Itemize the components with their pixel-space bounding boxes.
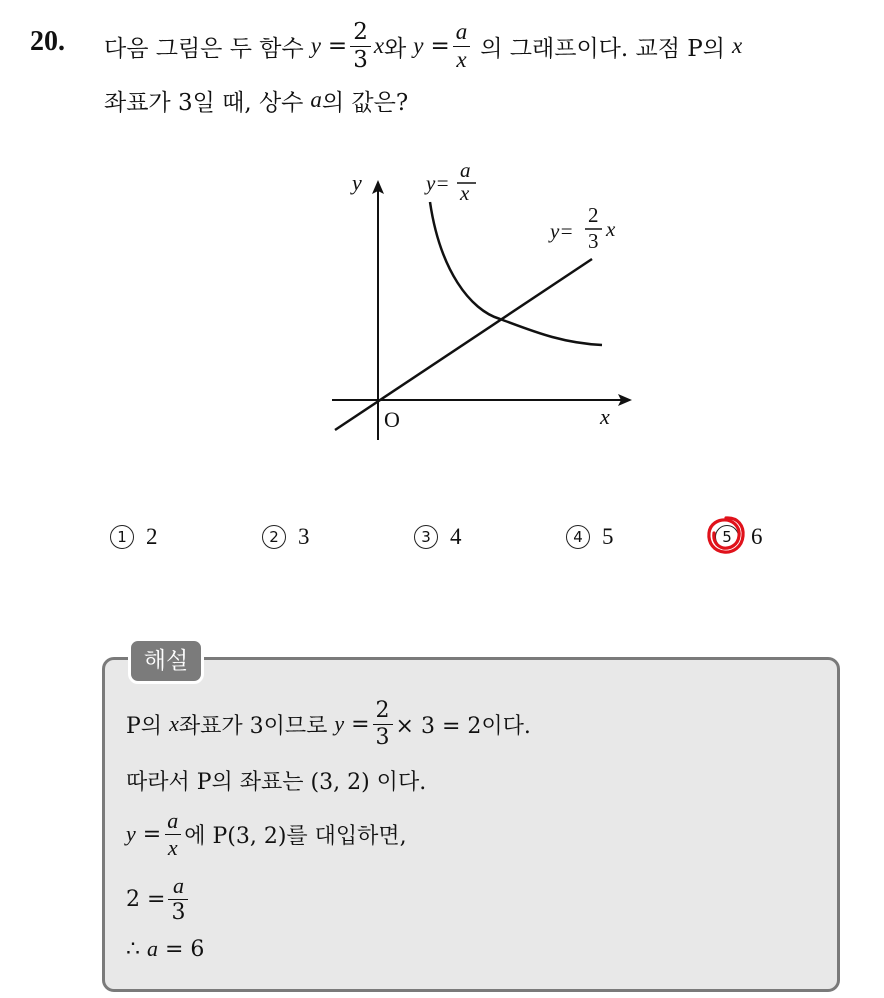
choice-value: 5 [602,524,614,549]
equals-sign: = [351,711,370,737]
choice-value: 4 [450,524,462,549]
fraction-numerator: a [167,808,179,834]
fraction-denominator: 3 [350,46,371,72]
choice-number-icon: 1 [110,525,134,549]
fraction-numerator: a [172,873,184,899]
choice-value: 3 [298,524,310,549]
hyperbola-curve [430,202,602,345]
fraction-a-over-x [164,809,181,858]
curve-label-numerator: a [460,160,471,182]
exp-text: 에 P(3, 2)를 대입하면, [184,823,407,849]
fraction-denominator: 3 [373,724,393,749]
choice-number-icon: 2 [262,525,286,549]
question-text-2: 와 [384,35,407,62]
fraction-a-over-3 [168,874,188,923]
line-label-denominator: 3 [588,229,599,253]
question-text-5: 의 값은? [321,89,409,116]
var-y: y [126,821,136,846]
var-a: a [147,936,158,961]
exp-lhs: 2 [126,886,140,912]
origin-label: O [384,407,400,432]
therefore-icon: ∴ [126,936,140,962]
var-x: x [731,33,743,58]
fraction-numerator: 2 [353,19,368,46]
fraction-denominator: x [165,834,181,859]
explanation-tag: 해설 [128,638,204,684]
var-x: x [373,33,385,58]
line-label-x: x [606,217,616,241]
function-graph [320,160,650,450]
question-line-1 [104,16,742,76]
choice-2[interactable] [262,524,310,550]
exp-text: = 6 [165,936,205,962]
fraction-numerator: a [455,19,468,45]
equals-sign: = [142,821,162,847]
choice-1[interactable] [110,524,158,550]
fraction-denominator: x [453,46,469,72]
question-text-4: 좌표가 3일 때, 상수 [104,89,304,116]
explanation-line-5 [126,932,204,966]
fraction-two-thirds [373,699,393,748]
explanation-line-3 [126,803,407,865]
equals-sign: = [430,33,450,59]
var-y: y [413,33,424,58]
curve-label-y: y= [426,171,450,195]
fraction-denominator: 3 [168,899,188,924]
exp-text: × 3 = 2이다. [395,713,531,739]
explanation-line-2: 따라서 P의 좌표는 (3, 2) 이다. [126,769,427,795]
fraction-numerator: 2 [375,698,390,724]
line-label-y: y= [550,219,574,243]
var-a: a [310,87,322,112]
var-y: y [310,33,321,58]
equals-sign: = [147,886,166,912]
line-label-numerator: 2 [588,203,599,227]
choice-4[interactable] [566,524,614,550]
question-line-2 [104,80,408,120]
x-axis-label: x [600,404,610,429]
fraction-two-thirds [350,20,371,71]
curve-label-denominator: x [460,181,470,205]
explanation-line-4 [126,868,191,930]
choice-number-icon: 4 [566,525,590,549]
y-axis-label: y [352,170,362,195]
question-number: 20. [30,26,65,57]
choice-value: 6 [751,524,763,549]
exp-text: P의 [126,713,163,739]
question-text-3: 의 그래프이다. 교점 P의 [480,35,725,62]
equals-sign: = [327,33,348,59]
choice-3[interactable] [414,524,462,550]
choice-number-icon: 3 [414,525,438,549]
question-text-1: 다음 그림은 두 함수 [104,35,304,62]
choice-number-icon: 5 [715,525,739,549]
line-graph [335,259,592,430]
selected-answer-circle-icon [705,514,747,556]
exp-text: 좌표가 3이므로 [178,713,328,739]
var-x: x [169,711,179,736]
choice-value: 2 [146,524,158,549]
fraction-a-over-x [453,20,471,71]
var-y: y [334,711,345,736]
explanation-line-1 [126,693,531,755]
